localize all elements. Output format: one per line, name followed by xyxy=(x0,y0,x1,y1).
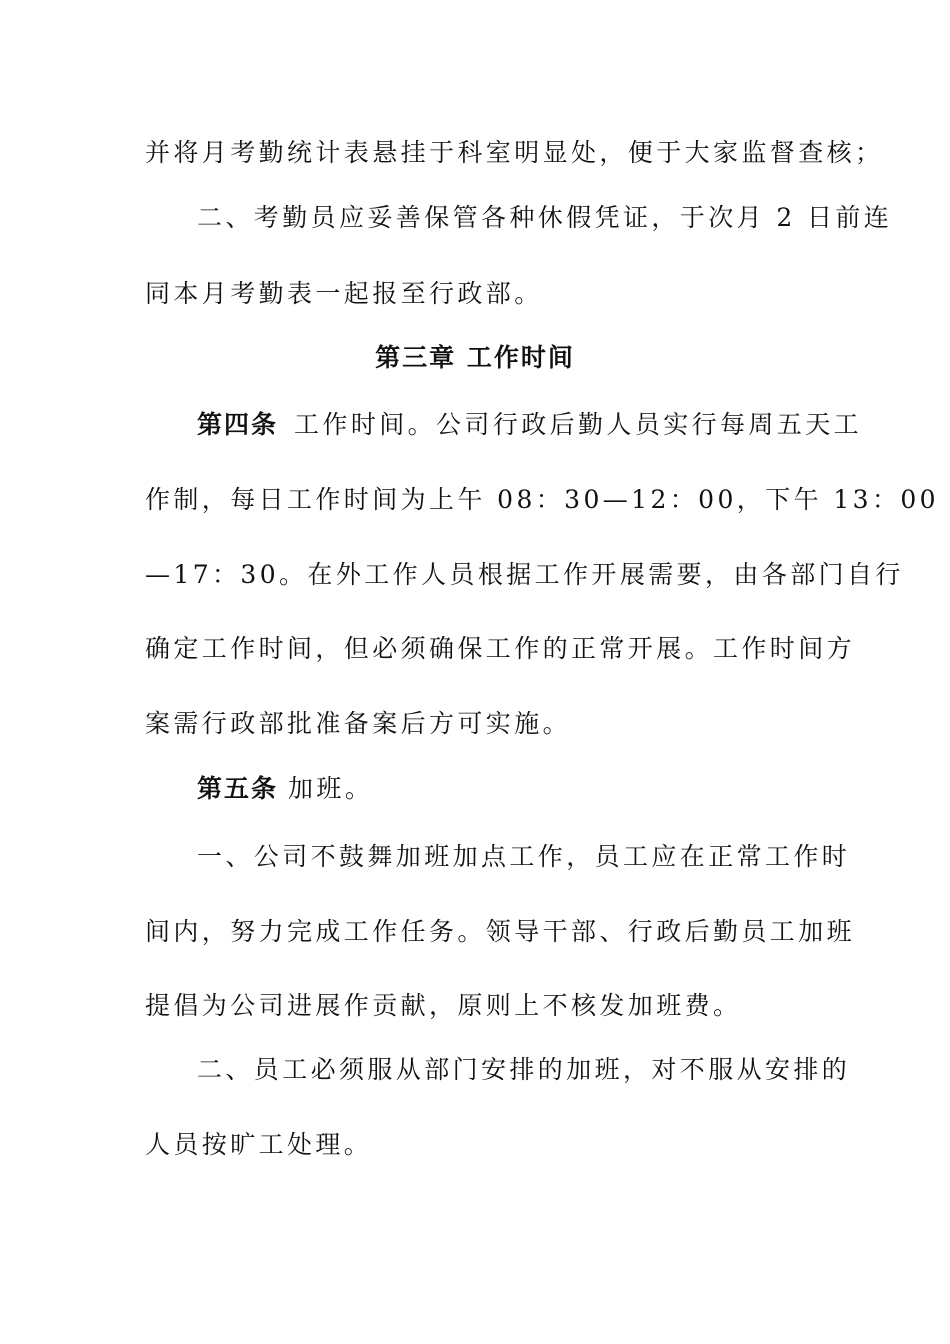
chapter-title: 第三章 工作时间 xyxy=(375,343,575,372)
paragraph-line: 同本月考勤表一起报至行政部。 xyxy=(145,279,543,308)
paragraph-line: 二、考勤员应妥善保管各种休假凭证，于次月 2 日前连 xyxy=(197,203,893,232)
paragraph-line: 确定工作时间，但必须确保工作的正常开展。工作时间方 xyxy=(145,634,856,663)
article-5-title: 第五条 xyxy=(197,774,279,803)
paragraph-line: —17：30。在外工作人员根据工作开展需要，由各部门自行 xyxy=(145,560,904,589)
paragraph-line: 作制，每日工作时间为上午 08：30—12：00，下午 13：00 xyxy=(145,485,939,514)
paragraph-line: 间内，努力完成工作任务。领导干部、行政后勤员工加班 xyxy=(145,917,856,946)
paragraph-line: 二、员工必须服从部门安排的加班，对不服从安排的 xyxy=(197,1055,851,1084)
article-4-text: 工作时间。公司行政后勤人员实行每周五天工 xyxy=(294,410,863,439)
paragraph-line: 人员按旷工处理。 xyxy=(145,1130,373,1159)
paragraph-line: 一、公司不鼓舞加班加点工作，员工应在正常工作时 xyxy=(197,842,851,871)
paragraph-line: 案需行政部批准备案后方可实施。 xyxy=(145,709,572,738)
paragraph-line: 并将月考勤统计表悬挂于科室明显处，便于大家监督查核； xyxy=(145,138,884,167)
article-5-text: 加班。 xyxy=(288,774,374,803)
article-4-title: 第四条 xyxy=(197,410,279,439)
article-5-first-line xyxy=(197,774,810,804)
article-4-first-line xyxy=(197,410,863,440)
paragraph-line: 提倡为公司进展作贡献，原则上不核发加班费。 xyxy=(145,991,742,1020)
